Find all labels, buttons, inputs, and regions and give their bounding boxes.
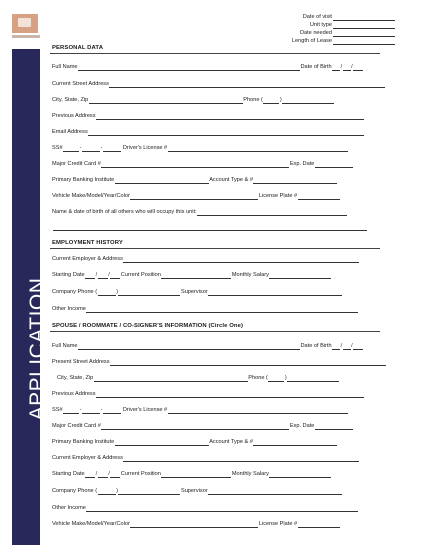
spouse-vehicle-field[interactable] — [52, 521, 340, 528]
section-personal-title: PERSONAL DATA — [52, 45, 104, 51]
section-spouse-title: SPOUSE / ROOMMATE / CO-SIGNER'S INFORMATION (Circle One) — [52, 323, 244, 329]
unit-type-field[interactable] — [292, 21, 395, 29]
section-spouse-info — [52, 323, 376, 329]
label: Driver's License # — [122, 145, 168, 151]
label: Supervisor — [180, 488, 208, 494]
date-needed-label: Date needed — [299, 30, 332, 36]
section-employment-history — [52, 240, 376, 246]
spouse-start-position-salary-field[interactable]: Starting Date / / Current Position Monthly Salary — [52, 471, 332, 478]
section-personal-data — [52, 45, 376, 51]
credit-card-field[interactable] — [52, 161, 353, 168]
other-occupants-line[interactable] — [52, 224, 367, 231]
label: Email Address — [52, 129, 88, 135]
sidebar-title: APPLICATION — [26, 277, 49, 421]
label: Phone ( — [248, 375, 268, 381]
section-rule — [50, 331, 380, 332]
logo-caption — [12, 35, 40, 38]
lease-length-field[interactable] — [292, 37, 395, 45]
spouse-street-field[interactable] — [52, 359, 387, 366]
label: Current Employer & Address — [52, 455, 123, 461]
label: Driver's License # — [122, 407, 168, 413]
label: Starting Date — [52, 471, 85, 477]
visit-date-field[interactable] — [292, 13, 395, 21]
start-position-salary-field[interactable]: Starting Date / / Current Position Monthly Salary — [52, 272, 332, 279]
logo-mark — [18, 18, 31, 27]
label: Previous Address — [52, 391, 96, 397]
lease-length-label: Length of Lease — [291, 38, 332, 44]
date-needed-field[interactable] — [292, 29, 395, 37]
label: SS# — [52, 407, 63, 413]
label: Date of Birth — [300, 64, 332, 70]
label: Exp. Date — [289, 161, 315, 167]
label: License Plate # — [258, 521, 298, 527]
visit-date-label: Date of visit — [302, 14, 332, 20]
label: Major Credit Card # — [52, 161, 101, 167]
label: Primary Banking Institute — [52, 439, 115, 445]
city-phone-field[interactable]: City, State, Zip Phone ( ) — [52, 97, 335, 104]
label: Other Income — [52, 505, 86, 511]
label: City, State, Zip — [57, 375, 94, 381]
spouse-credit-card-field[interactable] — [52, 423, 353, 430]
visit-fields — [292, 13, 395, 45]
label: Vehicle Make/Model/Year/Color — [52, 193, 130, 199]
label: Starting Date — [52, 272, 85, 278]
company-logo — [12, 14, 38, 33]
email-field[interactable] — [52, 129, 365, 136]
label: Account Type & # — [209, 177, 253, 183]
full-name-field[interactable]: Full Name Date of Birth / / — [52, 64, 364, 71]
street-address-field[interactable] — [52, 81, 386, 88]
unit-type-label: Unit type — [309, 22, 332, 28]
section-employment-title: EMPLOYMENT HISTORY — [52, 240, 123, 246]
label: Primary Banking Institute — [52, 177, 115, 183]
spouse-ss-license-field[interactable]: SS# - - Driver's License # — [52, 407, 348, 414]
spouse-other-income-field[interactable] — [52, 505, 359, 512]
section-rule — [50, 248, 380, 249]
label: Supervisor — [180, 289, 208, 295]
label: Other Income — [52, 306, 86, 312]
label: City, State, Zip — [52, 97, 89, 103]
label: Full Name — [52, 64, 78, 70]
label: Company Phone ( — [52, 488, 98, 494]
label: Date of Birth — [300, 343, 332, 349]
spouse-city-phone-field[interactable]: City, State, Zip Phone ( ) — [57, 375, 340, 382]
other-occupants-field[interactable] — [52, 209, 348, 216]
label: Current Employer & Address — [52, 256, 123, 262]
employer-field[interactable] — [52, 256, 360, 263]
other-income-field[interactable] — [52, 306, 359, 313]
previous-address-field[interactable] — [52, 113, 365, 120]
label: Exp. Date — [289, 423, 315, 429]
label: Present Street Address — [52, 359, 110, 365]
company-phone-field[interactable]: Company Phone ( ) Supervisor — [52, 289, 343, 296]
spouse-banking-field[interactable] — [52, 439, 338, 446]
sidebar-band — [12, 49, 49, 545]
vehicle-field[interactable] — [52, 193, 340, 200]
spouse-full-name-field[interactable]: Full Name Date of Birth / / — [52, 343, 364, 350]
label: Current Position — [120, 272, 161, 278]
label: SS# — [52, 145, 63, 151]
label: Company Phone ( — [52, 289, 98, 295]
label: Vehicle Make/Model/Year/Color — [52, 521, 130, 527]
label: Current Position — [120, 471, 161, 477]
label: Monthly Salary — [231, 272, 269, 278]
section-rule — [50, 53, 380, 54]
label: Monthly Salary — [231, 471, 269, 477]
spouse-employer-field[interactable] — [52, 455, 360, 462]
label: Phone ( — [243, 97, 263, 103]
spouse-previous-address-field[interactable] — [52, 391, 365, 398]
spouse-company-phone-field[interactable]: Company Phone ( ) Supervisor — [52, 488, 343, 495]
label: License Plate # — [258, 193, 298, 199]
ss-license-field[interactable]: SS# - - Driver's License # — [52, 145, 348, 152]
banking-field[interactable] — [52, 177, 338, 184]
label: Name & date of birth of all others who will occupy this unit: — [52, 209, 197, 215]
label: Current Street Address — [52, 81, 109, 87]
label: Previous Address — [52, 113, 96, 119]
label: Major Credit Card # — [52, 423, 101, 429]
label: Account Type & # — [209, 439, 253, 445]
label: Full Name — [52, 343, 78, 349]
